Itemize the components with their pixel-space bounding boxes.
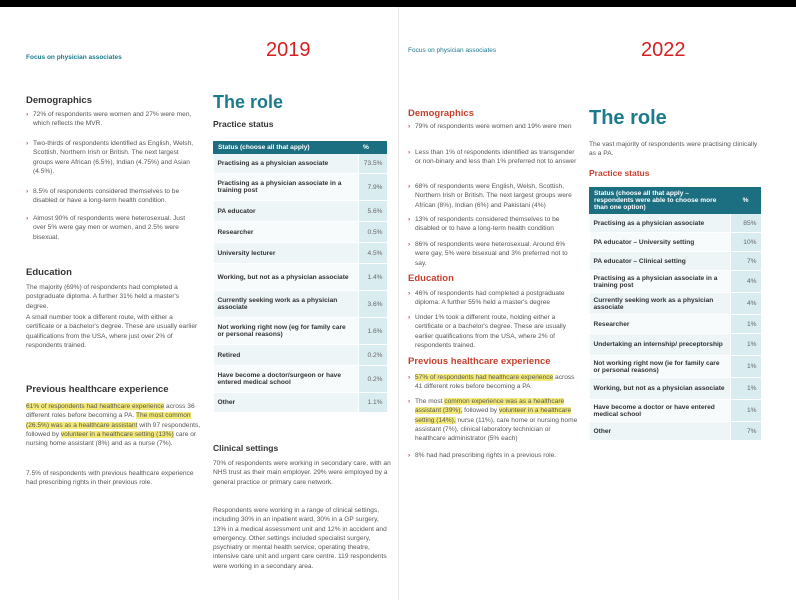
comparison-stage bbox=[0, 7, 796, 600]
table-row bbox=[214, 201, 387, 222]
table-cell-percent: 1% bbox=[731, 334, 761, 356]
table-cell-status: Other bbox=[214, 393, 359, 413]
table-cell-status: Not working right now (ie for family care or personal reasons) bbox=[590, 356, 731, 378]
table-cell-status: Have become a doctor/surgeon or have entered medical school bbox=[214, 366, 359, 393]
previous-experience-bullet: › The most common experience was as a healthcare assistant (39%), followed by volunteer in a healthcare setting (14%), nurse (11%), care home or nursing home assistant (7%), clinical laboratory technician or healthcare administrator (5% each) bbox=[408, 397, 580, 443]
practice-status-heading: Practice status bbox=[589, 168, 650, 178]
role-title: The role bbox=[589, 107, 667, 129]
education-heading: Education bbox=[408, 273, 454, 284]
table-cell-status: Working, but not as a physician associate bbox=[214, 264, 359, 291]
table-cell-status: Practising as a physician associate bbox=[214, 154, 359, 174]
highlight: 57% of respondents had healthcare experience bbox=[415, 374, 554, 381]
year-label: 2022 bbox=[641, 39, 686, 61]
table-cell-status: Researcher bbox=[590, 315, 731, 334]
demographics-bullet: › 72% of respondents were women and 27% were men, which reflects the MVR. bbox=[26, 110, 196, 129]
table-cell-percent: 4% bbox=[731, 293, 761, 315]
table-row bbox=[214, 264, 387, 291]
table-cell-status: Practising as a physician associate bbox=[590, 214, 731, 233]
demographics-bullet: › Two-thirds of respondents identified as English, Welsh, Scottish, Northern Irish or British. The next largest groups were African (6.5%), Indian (4.75%) and Asian (4.5%). bbox=[26, 139, 196, 176]
table-header-percent: % bbox=[359, 142, 387, 154]
year-label: 2019 bbox=[266, 39, 311, 61]
table-cell-percent: 1% bbox=[731, 315, 761, 334]
clinical-settings-paragraph: Respondents were working in a range of clinical settings, including 30% in an inpatient ward, 30% in a GP surgery, 13% in a medical assessment unit and 12% in accident and emergency. Other settings included specialist surgery, psychiatry or mental health service, operating theatre, intensive care unit and urgent care centre. 119 respondents were working in a secondary area. bbox=[213, 507, 387, 570]
table-cell-status: Working, but not as a physician associate bbox=[590, 378, 731, 400]
demographics-bullet: › Almost 90% of respondents were heterosexual. Just over 5% were gay men or women, and 2.5% were bisexual. bbox=[26, 214, 196, 242]
table-row bbox=[590, 400, 761, 422]
clinical-settings-paragraph: 70% of respondents were working in secondary care, with an NHS trust as their main employer. 29% were employed by a general practice or primary care network. bbox=[213, 460, 391, 486]
demographics-bullet: › 68% of respondents were English, Welsh, Scottish, Northern Irish or British. The next largest groups were African (8%), Indian (6%) and Pakistani (4%) bbox=[408, 182, 578, 210]
table-row bbox=[214, 243, 387, 264]
highlight: volunteer in a healthcare setting (14%), bbox=[415, 407, 572, 424]
practice-status-table bbox=[589, 187, 761, 441]
table-cell-percent: 1% bbox=[731, 356, 761, 378]
table-row bbox=[590, 334, 761, 356]
table-cell-percent: 1% bbox=[731, 400, 761, 422]
table-cell-status: Currently seeking work as a physician associate bbox=[214, 291, 359, 318]
table-row bbox=[590, 378, 761, 400]
page-2019 bbox=[0, 7, 398, 600]
demographics-bullet: › 79% of respondents were women and 19% were men bbox=[408, 122, 578, 131]
table-cell-percent: 10% bbox=[731, 233, 761, 252]
table-cell-status: Practising as a physician associate in a training post bbox=[590, 271, 731, 293]
demographics-bullet: › 86% of respondents were heterosexual. Around 6% were gay, 5% were bisexual and 3% preferred not to say. bbox=[408, 240, 578, 268]
role-intro: The vast majority of respondents were practising clinically as a PA. bbox=[589, 141, 758, 158]
table-row bbox=[214, 366, 387, 393]
demographics-bullet: › 8.5% of respondents considered themselves to be disabled or have a long-term health condition. bbox=[26, 187, 196, 206]
previous-experience-bullet: › 57% of respondents had healthcare experience across 41 different roles before becoming a PA bbox=[408, 373, 580, 392]
table-row bbox=[590, 214, 761, 233]
table-cell-status: Have become a doctor or have entered medical school bbox=[590, 400, 731, 422]
table-cell-percent: 7% bbox=[731, 422, 761, 441]
table-row bbox=[214, 345, 387, 366]
demographics-bullet: › 13% of respondents considered themselves to be disabled or to have a long-term health condition bbox=[408, 215, 578, 234]
table-cell-percent: 1.4% bbox=[359, 264, 387, 291]
table-cell-percent: 5.6% bbox=[359, 201, 387, 222]
table-cell-percent: 7% bbox=[731, 252, 761, 271]
education-bullet: › Under 1% took a different route, holding either a certificate or a bachelor's degree. These are usually earlier qualifications from the USA, where 2% of respondents trained. bbox=[408, 313, 578, 350]
previous-experience-bullet: › 8% had had prescribing rights in a previous role. bbox=[408, 451, 580, 460]
education-paragraph: The majority (69%) of respondents had completed a postgraduate diploma. A further 31% held a master's degree. bbox=[26, 284, 180, 310]
table-header-status: Status (choose all that apply) bbox=[214, 142, 359, 154]
previous-experience-paragraph: 7.5% of respondents with previous healthcare experience had prescribing rights in their previous role. bbox=[26, 470, 194, 487]
highlight: The most common (26.5%) was as a healthcare assistant bbox=[26, 412, 191, 429]
education-bullet: › 46% of respondents had completed a postgraduate diploma. A further 55% held a master's degree bbox=[408, 289, 578, 308]
page-2022 bbox=[398, 7, 796, 600]
practice-status-heading: Practice status bbox=[213, 119, 274, 129]
clinical-settings-heading: Clinical settings bbox=[213, 443, 279, 453]
highlight: 61% of respondents had healthcare experience bbox=[26, 403, 165, 410]
table-cell-status: Other bbox=[590, 422, 731, 441]
table-row bbox=[214, 318, 387, 345]
demographics-bullet: › Less than 1% of respondents identified as transgender or non-binary and less than 1% preferred not to answer bbox=[408, 148, 578, 167]
table-header-status: Status (choose all that apply – respondents were able to choose more than one option) bbox=[590, 188, 731, 214]
table-cell-percent: 85% bbox=[731, 214, 761, 233]
table-row bbox=[214, 222, 387, 243]
table-cell-status: PA educator – University setting bbox=[590, 233, 731, 252]
role-title: The role bbox=[213, 92, 284, 112]
table-cell-status: Researcher bbox=[214, 222, 359, 243]
table-cell-percent: 4% bbox=[731, 271, 761, 293]
table-cell-status: Not working right now (eg for family care or personal reasons) bbox=[214, 318, 359, 345]
table-row bbox=[590, 315, 761, 334]
table-row bbox=[214, 174, 387, 201]
table-row bbox=[590, 233, 761, 252]
table-cell-status: PA educator – Clinical setting bbox=[590, 252, 731, 271]
previous-experience-paragraph: 61% of respondents had healthcare experience across 36 different roles before becoming a PA. The most common (26.5%) was as a healthcare assistant with 97 respondents, followed by volunteer in a healthcare setting (13%) care or nursing home assistant (8%) and as a nurse (7%). bbox=[26, 403, 201, 448]
table-cell-status: Retired bbox=[214, 345, 359, 366]
education-paragraph: A small number took a different route, with either a certificate or a bachelor's degree. These are usually earlier qualifications from the USA, where just over 2% of respondents trained. bbox=[26, 314, 198, 349]
table-cell-status: Undertaking an internship/ preceptorship bbox=[590, 334, 731, 356]
table-cell-percent: 1.6% bbox=[359, 318, 387, 345]
table-cell-percent: 0.2% bbox=[359, 345, 387, 366]
table-cell-status: Practising as a physician associate in a training post bbox=[214, 174, 359, 201]
table-cell-percent: 1.1% bbox=[359, 393, 387, 413]
previous-experience-heading: Previous healthcare experience bbox=[26, 384, 169, 395]
table-cell-percent: 4.5% bbox=[359, 243, 387, 264]
table-cell-percent: 0.5% bbox=[359, 222, 387, 243]
table-row bbox=[590, 422, 761, 441]
table-row bbox=[590, 293, 761, 315]
table-cell-status: PA educator bbox=[214, 201, 359, 222]
table-cell-status: Currently seeking work as a physician associate bbox=[590, 293, 731, 315]
table-cell-percent: 7.9% bbox=[359, 174, 387, 201]
table-row bbox=[214, 154, 387, 174]
table-row bbox=[590, 252, 761, 271]
focus-header: Focus on physician associates bbox=[26, 54, 122, 61]
table-row bbox=[214, 393, 387, 413]
highlight: common experience was as a healthcare assistant (39%), bbox=[415, 398, 565, 415]
focus-header: Focus on physician associates bbox=[408, 47, 497, 54]
previous-experience-heading: Previous healthcare experience bbox=[408, 356, 551, 367]
table-cell-percent: 3.6% bbox=[359, 291, 387, 318]
table-cell-percent: 0.2% bbox=[359, 366, 387, 393]
table-cell-status: University lecturer bbox=[214, 243, 359, 264]
highlight: volunteer in a healthcare setting (13%) bbox=[60, 430, 174, 438]
demographics-heading: Demographics bbox=[408, 108, 474, 119]
table-row bbox=[590, 271, 761, 293]
table-row bbox=[214, 291, 387, 318]
demographics-heading: Demographics bbox=[26, 95, 92, 106]
table-cell-percent: 73.5% bbox=[359, 154, 387, 174]
practice-status-table bbox=[213, 141, 387, 413]
table-cell-percent: 1% bbox=[731, 378, 761, 400]
education-heading: Education bbox=[26, 267, 72, 278]
table-header-percent: % bbox=[731, 188, 761, 214]
table-row bbox=[590, 356, 761, 378]
